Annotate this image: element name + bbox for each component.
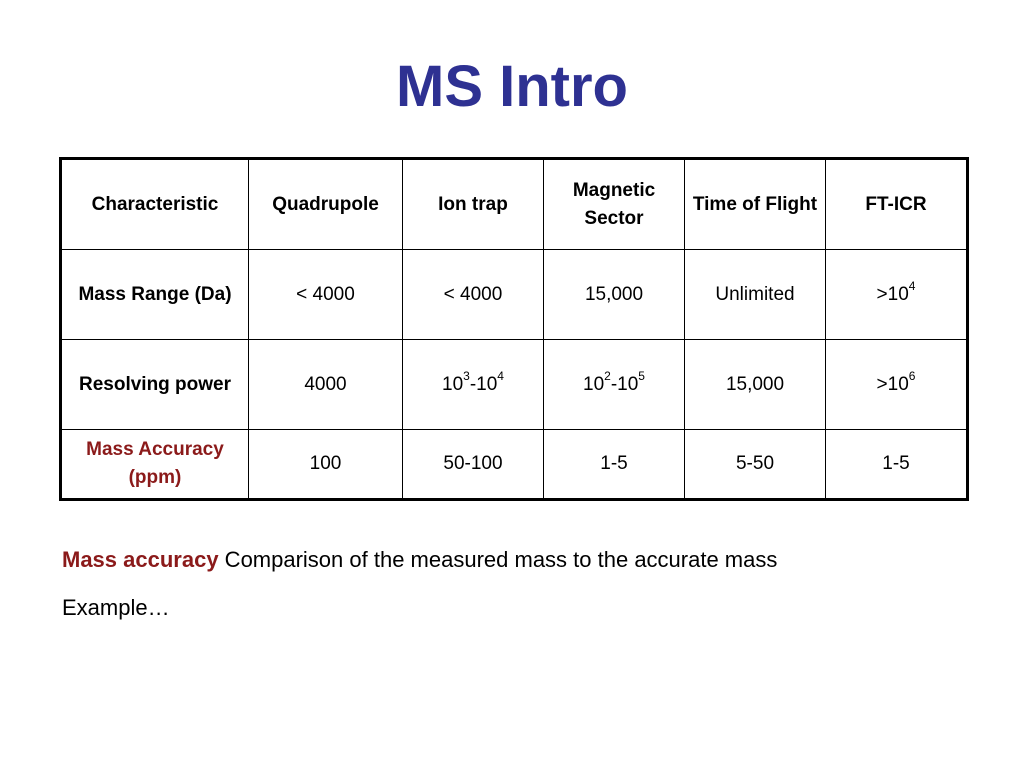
table-cell: < 4000 bbox=[249, 250, 403, 340]
table-cell: 15,000 bbox=[544, 250, 685, 340]
table-row-mass-accuracy bbox=[61, 430, 968, 500]
table-cell: $>10^4$ bbox=[826, 250, 968, 340]
table-cell: 100 bbox=[249, 430, 403, 500]
row-label-mass-range: Mass Range (Da) bbox=[61, 250, 249, 340]
header-time-of-flight: Time of Flight bbox=[685, 159, 826, 250]
table-row-resolving-power bbox=[61, 340, 968, 430]
definition-term: Mass accuracy bbox=[62, 547, 219, 572]
table-cell: 1-5 bbox=[544, 430, 685, 500]
definition-line bbox=[62, 546, 777, 574]
table-cell: 1-5 bbox=[826, 430, 968, 500]
table-cell: $>10^6$ bbox=[826, 340, 968, 430]
header-magnetic-sector: Magnetic Sector bbox=[544, 159, 685, 250]
table-cell: Unlimited bbox=[685, 250, 826, 340]
table-cell: 15,000 bbox=[685, 340, 826, 430]
row-label-mass-accuracy: Mass Accuracy (ppm) bbox=[61, 430, 249, 500]
definition-text: Comparison of the measured mass to the accurate mass bbox=[218, 547, 778, 572]
table-header-row bbox=[61, 159, 968, 250]
example-line: Example… bbox=[62, 595, 170, 620]
table-cell: 50-100 bbox=[403, 430, 544, 500]
table-cell: < 4000 bbox=[403, 250, 544, 340]
table-row-mass-range bbox=[61, 250, 968, 340]
table-cell: $10^3-10^4$ bbox=[403, 340, 544, 430]
ms-comparison-table bbox=[59, 157, 969, 501]
header-quadrupole: Quadrupole bbox=[249, 159, 403, 250]
table-cell: 4000 bbox=[249, 340, 403, 430]
table-cell: 5-50 bbox=[685, 430, 826, 500]
row-label-resolving-power: Resolving power bbox=[61, 340, 249, 430]
header-ft-icr: FT-ICR bbox=[826, 159, 968, 250]
table-cell: $10^2-10^5$ bbox=[544, 340, 685, 430]
header-ion-trap: Ion trap bbox=[403, 159, 544, 250]
header-characteristic: Characteristic bbox=[61, 159, 249, 250]
slide-title: MS Intro bbox=[396, 54, 628, 119]
